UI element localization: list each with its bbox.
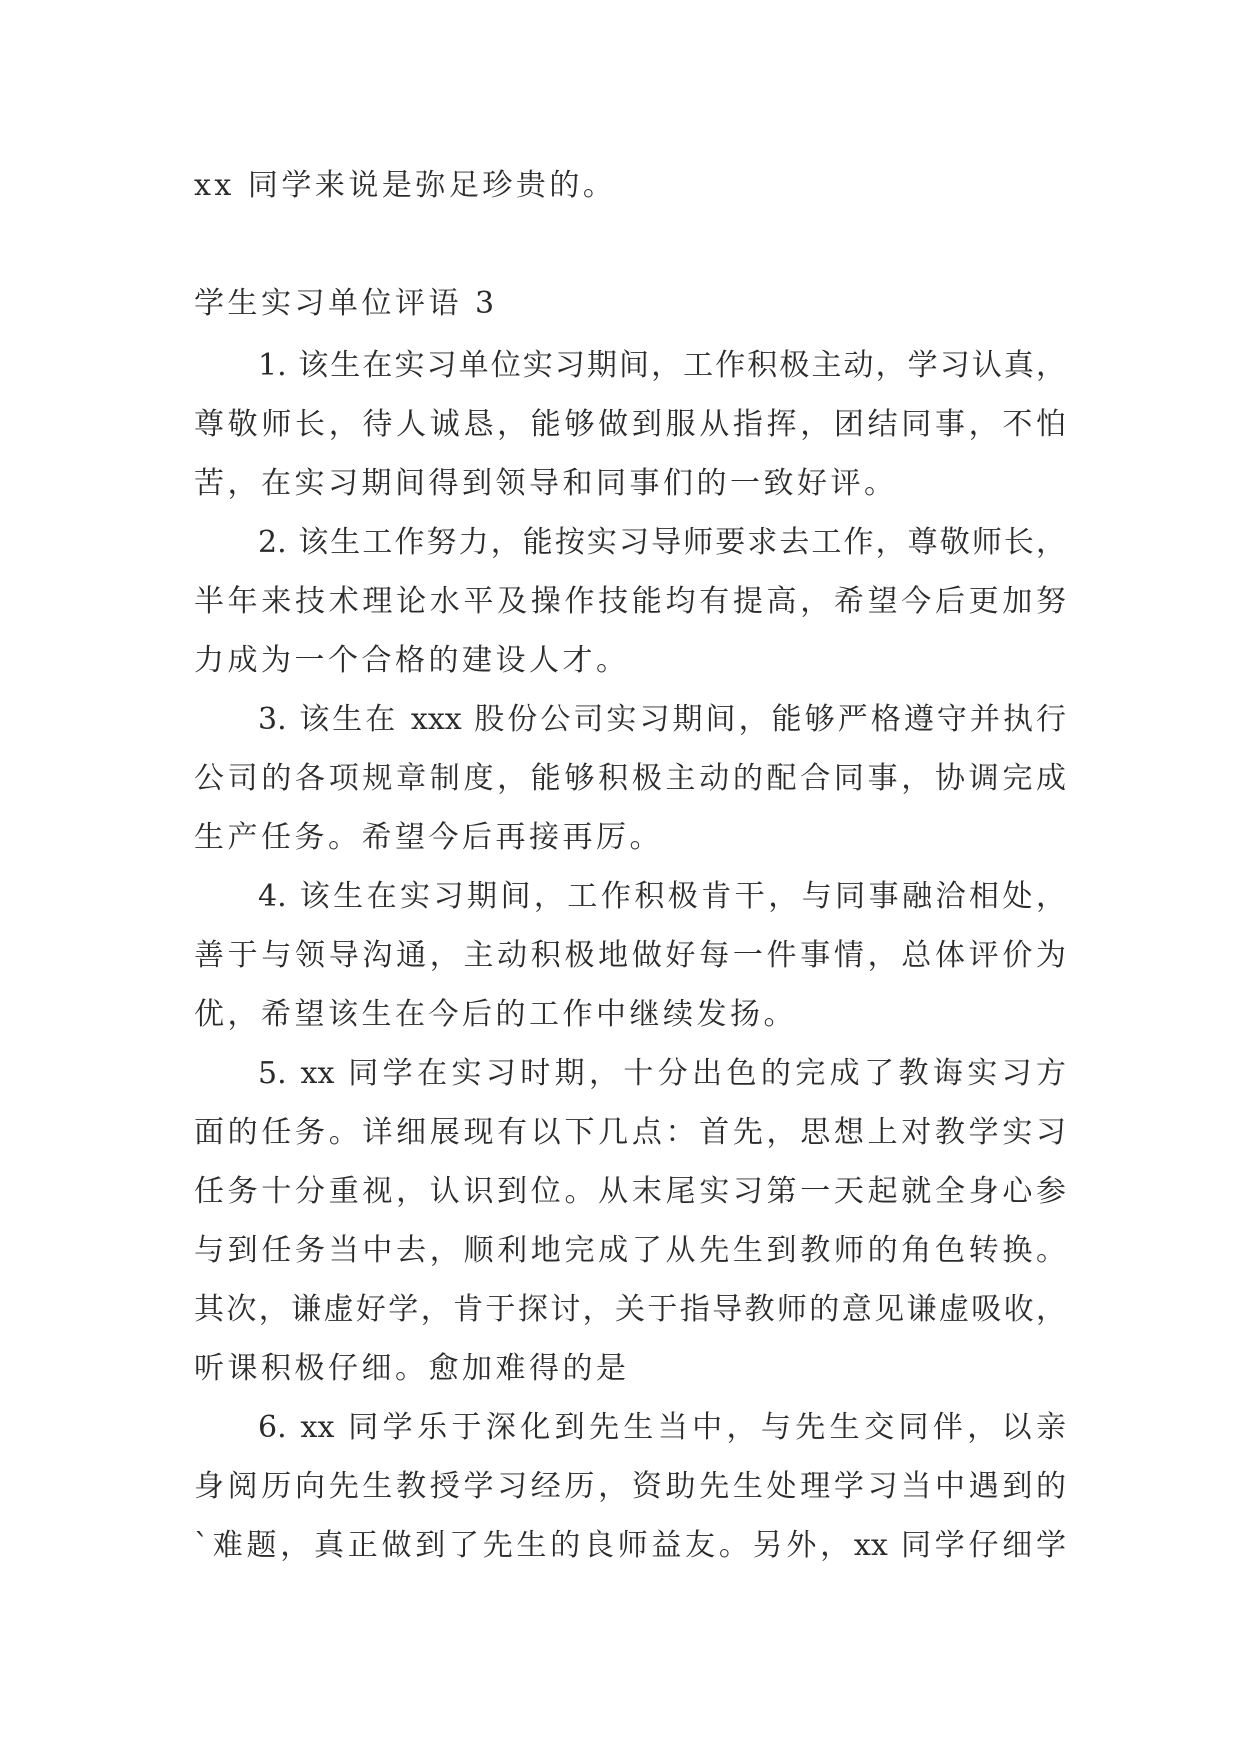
comment-item-6 <box>194 1398 1066 1575</box>
paragraph-line: 1. 该生在实习单位实习期间，工作积极主动，学习认真， <box>258 348 1066 383</box>
paragraph-line: 尊敬师长，待人诚恳，能够做到服从指挥，团结同事，不怕 <box>194 407 1066 442</box>
comment-item-1 <box>194 336 1066 513</box>
paragraph-line: 5. xx 同学在实习时期，十分出色的完成了教诲实习方 <box>258 1056 1066 1091</box>
paragraph-spacer <box>194 215 1066 274</box>
comment-item-2 <box>194 513 1066 690</box>
comment-item-3 <box>194 690 1066 867</box>
paragraph-line: 力成为一个合格的建设人才。 <box>194 643 630 678</box>
paragraph-line: 善于与领导沟通，主动积极地做好每一件事情，总体评价为 <box>194 938 1066 973</box>
paragraph-line: 3. 该生在 xxx 股份公司实习期间，能够严格遵守并执行 <box>258 702 1066 737</box>
paragraph-line: 2. 该生工作努力，能按实习导师要求去工作，尊敬师长， <box>258 525 1066 560</box>
paragraph-line: 6. xx 同学乐于深化到先生当中，与先生交同伴，以亲 <box>258 1410 1066 1445</box>
paragraph-line: 听课积极仔细。愈加难得的是 <box>194 1351 630 1386</box>
paragraph-line: 其次，谦虚好学，肯于探讨，关于指导教师的意见谦虚吸收， <box>194 1292 1066 1327</box>
document-body <box>194 156 1066 1575</box>
paragraph-line: 苦，在实习期间得到领导和同事们的一致好评。 <box>194 466 898 501</box>
comment-item-4 <box>194 867 1066 1044</box>
paragraph-line: `难题，真正做到了先生的良师益友。另外，xx 同学仔细学 <box>194 1528 1066 1563</box>
paragraph-line: 任务十分重视，认识到位。从末尾实习第一天起就全身心参 <box>194 1174 1066 1209</box>
paragraph-line: 身阅历向先生教授学习经历，资助先生处理学习当中遇到的 <box>194 1469 1066 1504</box>
paragraph-line: 与到任务当中去，顺利地完成了从先生到教师的角色转换。 <box>194 1233 1066 1268</box>
continuation-line: xx 同学来说是弥足珍贵的。 <box>194 168 617 203</box>
paragraph-line: 4. 该生在实习期间，工作积极肯干，与同事融洽相处， <box>258 879 1066 914</box>
comment-item-5 <box>194 1044 1066 1398</box>
paragraph-line: 面的任务。详细展现有以下几点：首先，思想上对教学实习 <box>194 1115 1066 1150</box>
paragraph-line: 优，希望该生在今后的工作中继续发扬。 <box>194 997 797 1032</box>
paragraph-line: 公司的各项规章制度，能够积极主动的配合同事，协调完成 <box>194 761 1066 796</box>
paragraph-line: 半年来技术理论水平及操作技能均有提高，希望今后更加努 <box>194 584 1066 619</box>
section-heading: 学生实习单位评语 3 <box>194 286 498 321</box>
paragraph-line: 生产任务。希望今后再接再厉。 <box>194 820 663 855</box>
